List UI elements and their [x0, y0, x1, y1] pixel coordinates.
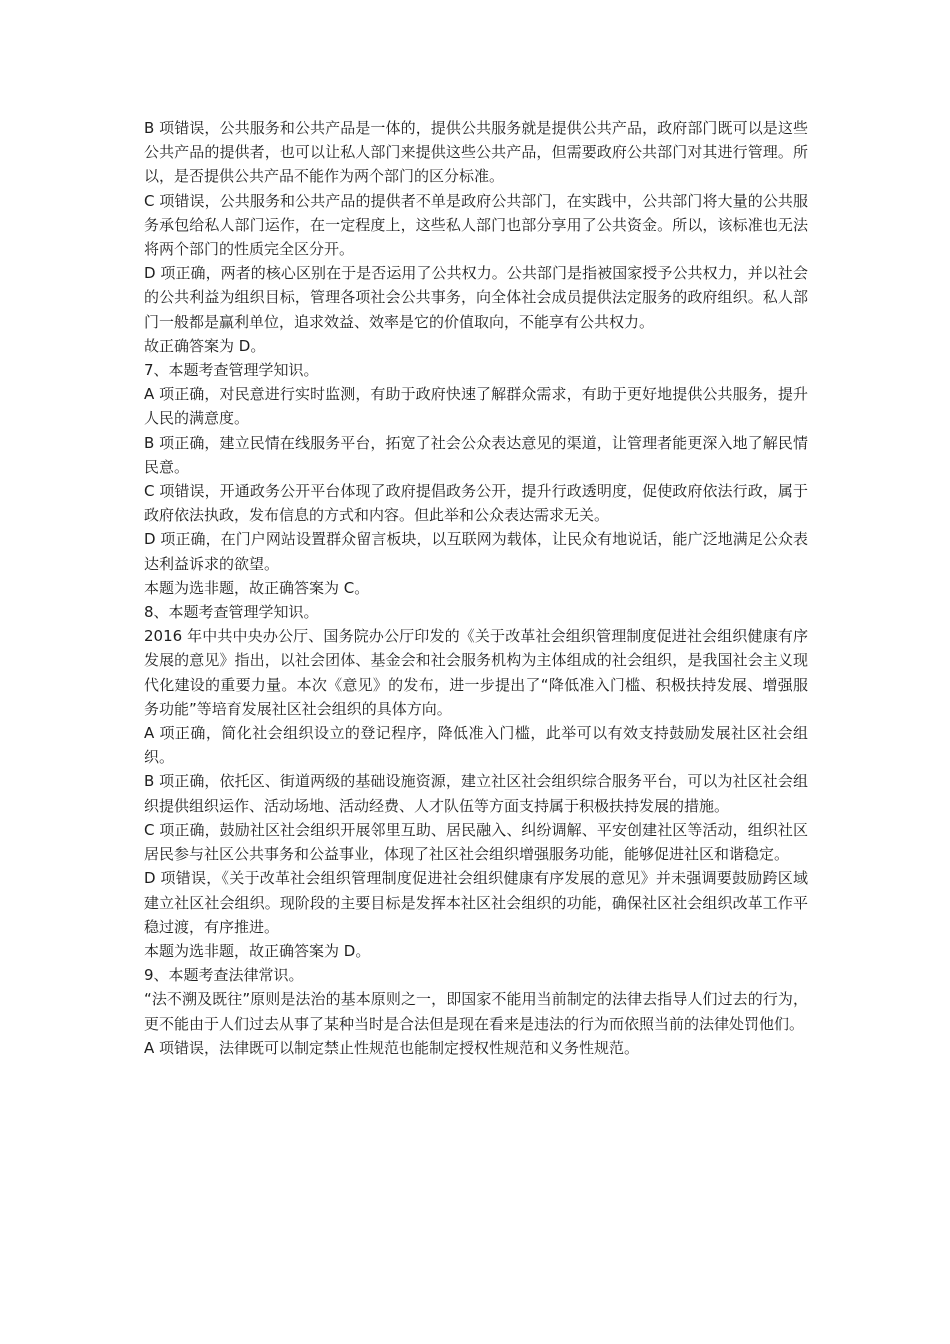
question-7-heading: 7、本题考查管理学知识。: [144, 361, 319, 380]
paragraph-option-a-q9: A 项错误，法律既可以制定禁止性规范也能制定授权性规范和义务性规范。: [144, 1038, 640, 1057]
paragraph-option-c-q7: C 项错误，开通政务公开平台体现了政府提倡政务公开，提升行政透明度，促使政府依法行政，属于政府依法执政，发布信息的方式和内容。但此举和公众表达需求无关。: [144, 482, 808, 525]
paragraph-option-d-q8: D 项错误，《关于改革社会组织管理制度促进社会组织健康有序发展的意见》并未强调要鼓励跨区域建立社区社会组织。现阶段的主要目标是发挥本社区社会组织的功能，确保社区社会组织改革工作平稳过渡，有序推进。: [144, 869, 808, 936]
answer-explanation-text: [144, 116, 808, 1060]
paragraph-option-d-q7: D 项正确，在门户网站设置群众留言板块，以互联网为载体，让民众有地说话，能广泛地满足公众表达利益诉求的欲望。: [144, 530, 808, 573]
paragraph-option-b-q6: B 项错误，公共服务和公共产品是一体的，提供公共服务就是提供公共产品，政府部门既可以是这些公共产品的提供者，也可以让私人部门来提供这些公共产品，但需要政府公共部门对其进行管理。所以，是否提供公共产品不能作为两个部门的区分标准。: [144, 119, 808, 186]
paragraph-answer-q6: 故正确答案为 D。: [144, 336, 266, 355]
paragraph-option-a-q8: A 项正确，简化社会组织设立的登记程序，降低准入门槛，此举可以有效支持鼓励发展社区社会组织。: [144, 724, 808, 767]
question-8-heading: 8、本题考查管理学知识。: [144, 603, 319, 622]
paragraph-intro-q8: 2016 年中共中央办公厅、国务院办公厅印发的《关于改革社会组织管理制度促进社会组织健康有序发展的意见》指出，以社会团体、基金会和社会服务机构为主体组成的社会组织，是我国社会主义现代化建设的重要力量。本次《意见》的发布，进一步提出了“降低准入门槛、积极扶持发展、增强服务功能”等培育发展社区社会组织的具体方向。: [144, 627, 808, 718]
paragraph-intro-q9: “法不溯及既往”原则是法治的基本原则之一，即国家不能用当前制定的法律去指导人们过去的行为，更不能由于人们过去从事了某种当时是合法但是现在看来是违法的行为而依照当前的法律处罚他们。: [144, 990, 808, 1033]
paragraph-option-c-q6: C 项错误，公共服务和公共产品的提供者不单是政府公共部门，在实践中，公共部门将大量的公共服务承包给私人部门运作，在一定程度上，这些私人部门也部分享用了公共资金。所以，该标准也无法将两个部门的性质完全区分开。: [144, 191, 808, 259]
paragraph-option-a-q7: A 项正确，对民意进行实时监测，有助于政府快速了解群众需求，有助于更好地提供公共服务，提升人民的满意度。: [144, 385, 808, 428]
paragraph-option-b-q7: B 项正确，建立民情在线服务平台，拓宽了社会公众表达意见的渠道，让管理者能更深入地了解民情民意。: [144, 433, 808, 476]
paragraph-option-c-q8: C 项正确，鼓励社区社会组织开展邻里互助、居民融入、纠纷调解、平安创建社区等活动，组织社区居民参与社区公共事务和公益事业，体现了社区社会组织增强服务功能，能够促进社区和谐稳定。: [144, 820, 808, 864]
paragraph-option-b-q8: B 项正确，依托区、街道两级的基础设施资源，建立社区社会组织综合服务平台，可以为社区社会组织提供组织运作、活动场地、活动经费、人才队伍等方面支持属于积极扶持发展的措施。: [144, 772, 808, 815]
paragraph-answer-q8: 本题为选非题，故正确答案为 D。: [144, 941, 371, 960]
question-9-heading: 9、本题考查法律常识。: [144, 966, 304, 985]
paragraph-option-d-q6: D 项正确，两者的核心区别在于是否运用了公共权力。公共部门是指被国家授予公共权力，并以社会的公共利益为组织目标，管理各项社会公共事务，向全体社会成员提供法定服务的政府组织。私人部门一般都是赢利单位，追求效益、效率是它的价值取向，不能享有公共权力。: [144, 264, 808, 331]
paragraph-answer-q7: 本题为选非题，故正确答案为 C。: [144, 578, 370, 597]
